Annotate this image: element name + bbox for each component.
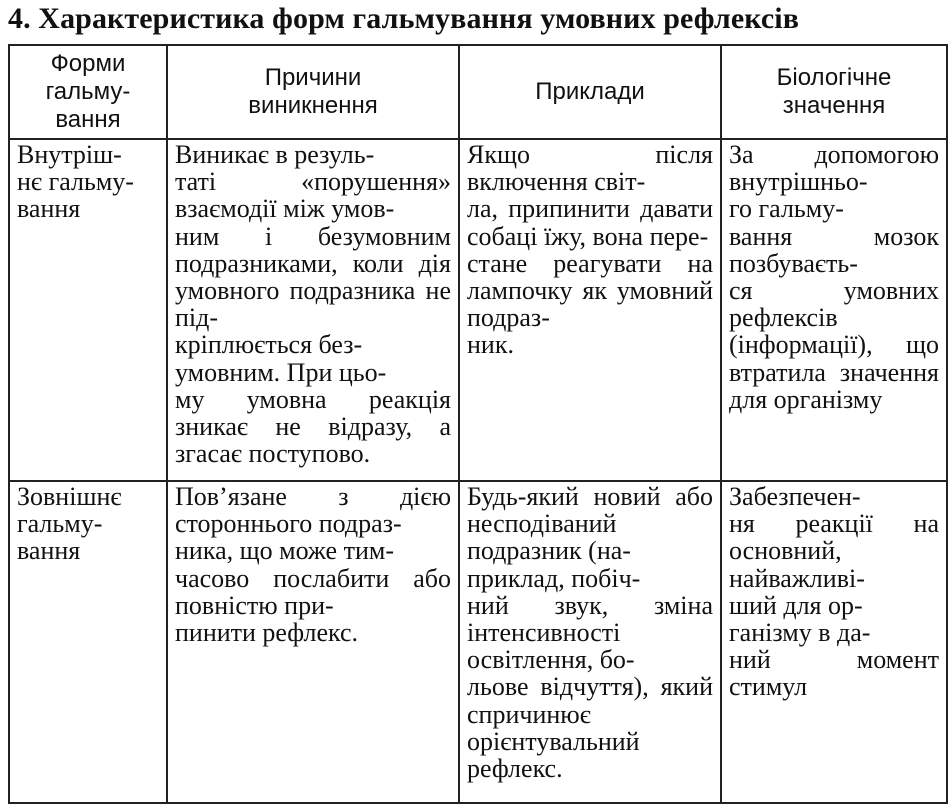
row-internal-cause: Виникає в резуль- таті «порушення» взаємодії між умов- ним і безумовним подразниками, коли дія умовного подразника не під- кріплюється без- умовним. При цьо- му умовна реакція зникає не відразу, а згасає поступово. — [167, 139, 459, 481]
row-external-form: Зовнішнє гальму- вання — [9, 481, 167, 803]
row-internal-form: Внутріш- нє гальму- вання — [9, 139, 167, 481]
header-causes: Причини виникнення — [167, 45, 459, 139]
row-internal-example: Якщо після включення світ- ла, припинити давати собаці їжу, вона пере- стане реагувати на лампочку як умовний подраз- ник. — [459, 139, 721, 481]
table-row — [9, 139, 947, 481]
table-header-row — [9, 45, 947, 139]
row-external-significance: Забезпечен- ня реакції на основний, найважливі- ший для ор- ганізму в да- ний момент стимул — [721, 481, 947, 803]
page-title: 4. Характеристика форм гальмування умовних рефлексів — [8, 2, 800, 35]
row-external-cause: Пов’язане з дією стороннього подраз- ника, що може тим- часово послабити або повністю при- пинити рефлекс. — [167, 481, 459, 803]
header-examples: Приклади — [459, 45, 721, 139]
row-external-example: Будь-який новий або несподіваний подразник (на- приклад, побіч- ний звук, зміна інтенсивності освітлення, бо- льове відчуття), який спричинює орієнтувальний рефлекс. — [459, 481, 721, 803]
header-significance: Біологічне значення — [721, 45, 947, 139]
inhibition-forms-table — [8, 44, 948, 804]
header-forms: Форми гальму- вання — [9, 45, 167, 139]
table-row — [9, 481, 947, 803]
row-internal-significance: За допомогою внутрішньо- го гальму- вання мозок позбуваєть- ся умовних рефлексів (інформації), що втратила значення для організму — [721, 139, 947, 481]
